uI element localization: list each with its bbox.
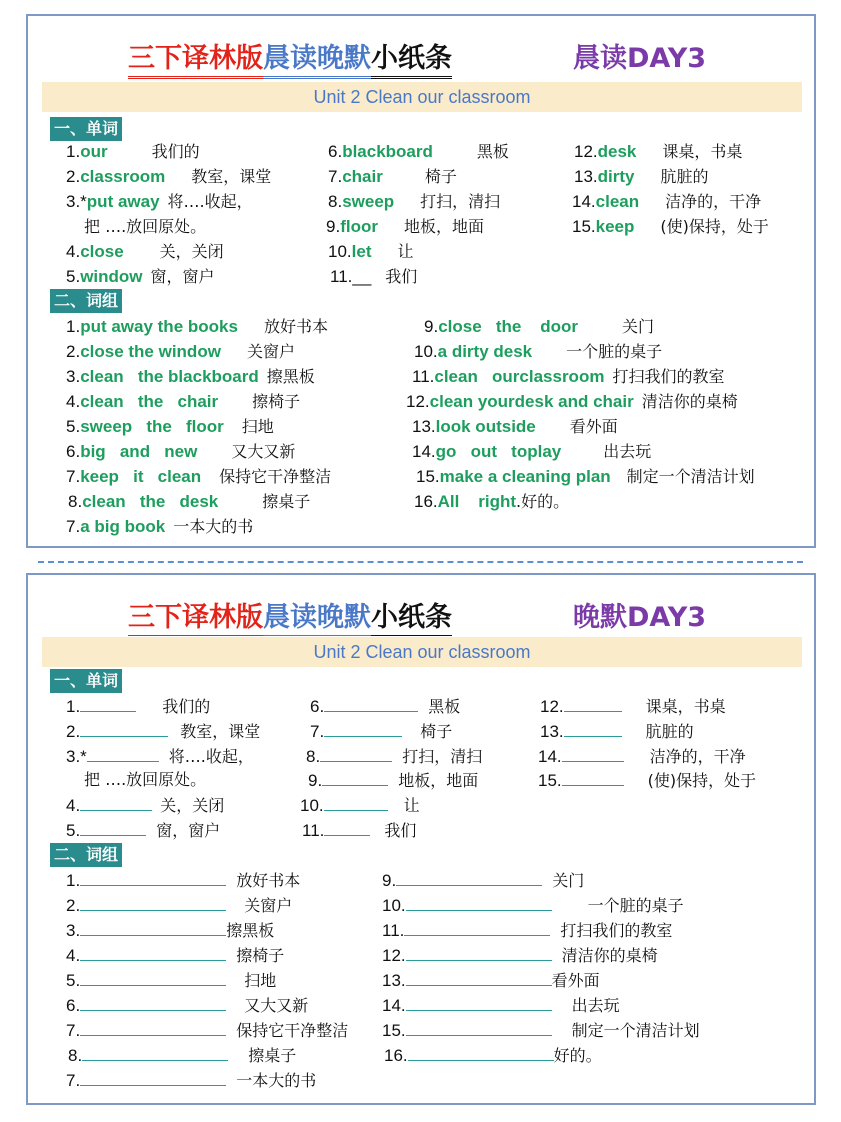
phrase-number: 15.: [416, 467, 440, 486]
card-header: [28, 595, 814, 635]
answer-blank[interactable]: [324, 720, 402, 737]
word-number: 13.: [574, 167, 598, 186]
word-item: [310, 720, 452, 743]
dashed-divider: [38, 561, 803, 563]
phrase-english: go out toplay: [435, 442, 562, 461]
phrase-number: 9.: [424, 317, 439, 336]
phrase-item: [382, 1019, 700, 1042]
word-item: [66, 266, 215, 288]
phrase-item: [68, 491, 310, 513]
word-item: [572, 191, 761, 213]
phrase-number: 2.: [66, 896, 81, 915]
word-number: 4.: [66, 796, 81, 815]
phrase-number: 10.: [382, 896, 406, 915]
word-english: dirty: [597, 167, 635, 186]
phrase-number: 16.: [414, 492, 438, 511]
phrase-number: 4.: [66, 946, 81, 965]
day-label: 晚默DAY3: [573, 602, 707, 633]
answer-blank[interactable]: [80, 819, 146, 836]
word-number: 12.: [574, 142, 598, 161]
phrase-number: 8.: [68, 1046, 83, 1065]
word-number: 3.*: [66, 747, 87, 766]
word-item-continued: [84, 216, 206, 238]
phrase-item: [382, 994, 620, 1017]
phrase-item: [412, 416, 618, 438]
phrase-item: [66, 869, 300, 892]
phrase-english: a dirty desk: [437, 342, 533, 361]
answer-blank[interactable]: [324, 695, 418, 712]
phrase-number: 6.: [66, 996, 81, 1015]
answer-blank[interactable]: [322, 769, 388, 786]
phrase-number: 14.: [382, 996, 406, 1015]
phrase-chinese: 扫地: [241, 417, 274, 436]
phrase-english: All right: [437, 492, 517, 511]
phrase-number: 2.: [66, 342, 81, 361]
phrase-item: [66, 466, 331, 488]
word-item: [66, 241, 224, 263]
word-chinese: 黑板: [476, 142, 509, 161]
word-item: [306, 745, 482, 768]
phrase-english: look outside: [435, 417, 536, 436]
phrase-item: [416, 466, 755, 488]
phrase-item: [66, 969, 276, 992]
word-english: window: [80, 267, 143, 286]
phrase-item: [406, 391, 738, 413]
phrase-chinese: 一本大的书: [173, 517, 254, 536]
word-chinese: 让: [397, 242, 414, 261]
phrase-item: [414, 491, 569, 513]
word-number: 6.: [328, 142, 343, 161]
answer-blank[interactable]: [80, 969, 226, 986]
phrase-number: 12.: [406, 392, 430, 411]
phrase-chinese: 看外面: [551, 971, 600, 990]
day-label: 晨读DAY3: [573, 43, 707, 74]
phrase-english: big and new: [80, 442, 198, 461]
phrase-english: a big book: [80, 517, 166, 536]
word-item: [538, 769, 756, 792]
word-item: [328, 141, 509, 163]
word-chinese: 将….收起，: [168, 747, 254, 766]
phrase-chinese: 关门: [622, 317, 655, 336]
phrase-chinese: 出去玩: [603, 442, 652, 461]
phrase-item: [66, 1019, 348, 1042]
word-number: 8.: [306, 747, 321, 766]
phrase-chinese: 好的。: [553, 1046, 602, 1065]
phrase-chinese: 制定一个清洁计划: [571, 1021, 700, 1040]
phrase-item: [382, 969, 600, 992]
word-number: 15.: [538, 771, 562, 790]
word-number: 12.: [540, 697, 564, 716]
phrase-chinese: 打扫我们的教室: [612, 367, 725, 386]
phrase-english: clean the chair: [80, 392, 219, 411]
word-number: 10.: [300, 796, 324, 815]
phrase-english: keep it clean: [80, 467, 202, 486]
phrase-english: clean the blackboard: [80, 367, 259, 386]
section-words-label: 一、单词: [50, 117, 122, 141]
phrase-chinese: 看外面: [569, 417, 618, 436]
answer-blank[interactable]: [396, 869, 542, 886]
word-number: 11.: [330, 267, 353, 286]
phrase-chinese: 一个脏的桌子: [566, 342, 663, 361]
word-chinese: 窗，窗户: [156, 821, 221, 840]
phrase-number: 8.: [68, 492, 83, 511]
phrase-number: 13.: [412, 417, 436, 436]
word-number: 3.*: [66, 192, 87, 211]
phrase-english: sweep the floor: [80, 417, 224, 436]
word-chinese: 黑板: [428, 697, 461, 716]
answer-blank[interactable]: [408, 1044, 554, 1061]
word-chinese: 我们的: [151, 142, 200, 161]
phrase-chinese: .好的。: [516, 492, 570, 511]
word-chinese: 将….收起，: [167, 192, 253, 211]
phrase-chinese: 清洁你的桌椅: [561, 946, 658, 965]
answer-blank[interactable]: [80, 1019, 226, 1036]
phrase-item: [382, 944, 658, 967]
answer-blank[interactable]: [562, 769, 624, 786]
phrase-english: make a cleaning plan: [439, 467, 611, 486]
word-number: 14.: [538, 747, 562, 766]
word-english: floor: [340, 217, 378, 236]
answer-blank[interactable]: [82, 1044, 228, 1061]
answer-blank[interactable]: [320, 745, 392, 762]
word-chinese: 肮脏的: [645, 722, 694, 741]
word-item: [66, 819, 220, 842]
word-item: [66, 695, 210, 718]
phrase-chinese: 擦桌子: [248, 1046, 297, 1065]
phrase-chinese: 擦黑板: [266, 367, 315, 386]
word-chinese: 关，关闭: [159, 242, 224, 261]
phrase-number: 7.: [66, 1021, 81, 1040]
word-item: [538, 745, 746, 768]
word-item: [66, 745, 254, 768]
answer-blank[interactable]: [80, 919, 226, 936]
word-item: [572, 216, 769, 238]
phrase-item: [66, 391, 300, 413]
phrase-item: [382, 869, 584, 892]
word-english: desk: [597, 142, 637, 161]
phrase-number: 16.: [384, 1046, 408, 1065]
phrase-number: 12.: [382, 946, 406, 965]
word-item-continued: [84, 769, 206, 791]
phrase-chinese: 擦椅子: [236, 946, 285, 965]
word-number: 2.: [66, 167, 81, 186]
phrase-chinese: 关窗户: [244, 896, 293, 915]
word-english: sweep: [342, 192, 395, 211]
word-number: 7.: [328, 167, 343, 186]
word-chinese: 把 ….放回原处。: [84, 217, 207, 236]
phrase-chinese: 打扫我们的教室: [560, 921, 673, 940]
phrase-item: [66, 441, 295, 463]
phrase-number: 3.: [66, 921, 81, 940]
answer-blank[interactable]: [406, 894, 552, 911]
word-item: [328, 241, 414, 263]
morning-reading-card: [26, 14, 816, 548]
phrase-number: 1.: [66, 871, 81, 890]
evening-dictation-card: [26, 573, 816, 1105]
phrase-english: clean the desk: [82, 492, 219, 511]
phrase-chinese: 擦黑板: [226, 921, 275, 940]
word-english: put away: [86, 192, 160, 211]
word-chinese: 窗，窗户: [150, 267, 215, 286]
section-phrases-label: 二、词组: [50, 843, 122, 867]
phrase-number: 5.: [66, 417, 81, 436]
word-item: [574, 141, 742, 163]
phrase-item: [66, 944, 284, 967]
answer-blank[interactable]: [80, 695, 136, 712]
answer-blank[interactable]: [564, 695, 622, 712]
word-english: classroom: [80, 167, 166, 186]
word-chinese: 课桌，书桌: [662, 142, 743, 161]
phrase-number: 6.: [66, 442, 81, 461]
title-part-1: 三下译林版: [128, 595, 263, 638]
word-english: blackboard: [342, 142, 433, 161]
word-item: [540, 720, 694, 743]
word-chinese: 让: [403, 796, 420, 815]
phrase-number: 14.: [412, 442, 436, 461]
phrase-english: clean ourclassroom: [434, 367, 605, 386]
word-chinese: 我们: [385, 267, 418, 286]
section-words-label: 一、单词: [50, 669, 122, 693]
word-number: 9.: [326, 217, 341, 236]
phrase-chinese: 放好书本: [263, 317, 328, 336]
word-number: 11.: [302, 821, 325, 840]
word-number: 1.: [66, 142, 81, 161]
word-number: 2.: [66, 722, 81, 741]
phrase-chinese: 又大又新: [244, 996, 309, 1015]
word-blank: __: [352, 267, 372, 286]
phrase-item: [66, 416, 274, 438]
word-number: 4.: [66, 242, 81, 261]
phrase-number: 7.: [66, 1071, 81, 1090]
phrase-chinese: 出去玩: [571, 996, 620, 1015]
phrase-number: 11.: [412, 367, 435, 386]
word-item: [308, 769, 478, 792]
phrase-chinese: 保持它干净整洁: [236, 1021, 349, 1040]
phrase-chinese: 放好书本: [236, 871, 301, 890]
word-item: [66, 720, 260, 743]
phrase-chinese: 又大又新: [231, 442, 296, 461]
unit-title: Unit 2 Clean our classroom: [42, 637, 802, 667]
word-item: [328, 166, 457, 188]
phrase-chinese: 保持它干净整洁: [219, 467, 332, 486]
phrase-number: 15.: [382, 1021, 406, 1040]
word-item: [330, 266, 417, 288]
word-english: chair: [342, 167, 383, 186]
phrase-item: [412, 366, 724, 388]
phrase-number: 1.: [66, 317, 81, 336]
answer-blank[interactable]: [562, 745, 624, 762]
phrase-chinese: 扫地: [244, 971, 277, 990]
word-chinese: 教室，课堂: [191, 167, 272, 186]
word-chinese: 椅子: [424, 167, 457, 186]
word-number: 5.: [66, 821, 81, 840]
title-part-2: 晨读晚默: [263, 595, 371, 638]
word-chinese: 把 ….放回原处。: [84, 770, 207, 789]
answer-blank[interactable]: [564, 720, 622, 737]
section-phrases-label: 二、词组: [50, 289, 122, 313]
phrase-english: close the door: [438, 317, 578, 336]
answer-blank[interactable]: [80, 720, 168, 737]
phrase-item: [412, 441, 651, 463]
phrase-number: 7.: [66, 467, 81, 486]
title-part-2: 晨读晚默: [263, 36, 371, 79]
phrase-item: [66, 919, 274, 942]
word-item: [66, 191, 253, 213]
title-part-1: 三下译林版: [128, 36, 263, 79]
phrase-item: [66, 994, 308, 1017]
word-item: [310, 695, 460, 718]
word-number: 1.: [66, 697, 81, 716]
answer-blank[interactable]: [80, 894, 226, 911]
phrase-chinese: 一个脏的桌子: [587, 896, 684, 915]
word-chinese: 关，关闭: [160, 796, 225, 815]
word-item: [540, 695, 726, 718]
answer-blank[interactable]: [406, 969, 552, 986]
word-item: [66, 794, 224, 817]
title-part-3: 小纸条: [371, 595, 452, 638]
phrase-english: close the window: [80, 342, 221, 361]
phrase-english: put away the books: [80, 317, 238, 336]
phrase-english: clean yourdesk and chair: [429, 392, 634, 411]
word-english: close: [80, 242, 124, 261]
phrase-item: [66, 1069, 316, 1092]
word-number: 7.: [310, 722, 325, 741]
word-chinese: 打扫，清扫: [402, 747, 483, 766]
phrase-chinese: 一本大的书: [236, 1071, 317, 1090]
word-chinese: 课桌，书桌: [645, 697, 726, 716]
phrase-chinese: 擦椅子: [252, 392, 301, 411]
word-english: keep: [595, 217, 635, 236]
word-item: [326, 216, 484, 238]
phrase-item: [424, 316, 654, 338]
word-english: let: [351, 242, 372, 261]
word-chinese: 洁净的，干净: [665, 192, 762, 211]
title-part-3: 小纸条: [371, 36, 452, 79]
phrase-item: [382, 894, 684, 917]
phrase-number: 9.: [382, 871, 397, 890]
phrase-number: 5.: [66, 971, 81, 990]
answer-blank[interactable]: [324, 794, 388, 811]
word-chinese: 打扫，清扫: [420, 192, 501, 211]
answer-blank[interactable]: [80, 1069, 226, 1086]
phrase-chinese: 关门: [552, 871, 585, 890]
word-chinese: 椅子: [420, 722, 453, 741]
word-number: 8.: [328, 192, 343, 211]
phrase-chinese: 关窗户: [246, 342, 295, 361]
answer-blank[interactable]: [404, 919, 550, 936]
phrase-item: [66, 894, 292, 917]
word-number: 5.: [66, 267, 81, 286]
word-chinese: 我们: [384, 821, 417, 840]
phrase-number: 13.: [382, 971, 406, 990]
word-item: [66, 166, 271, 188]
answer-blank[interactable]: [80, 869, 226, 886]
answer-blank[interactable]: [80, 994, 226, 1011]
word-item: [574, 166, 709, 188]
word-chinese: 地板，地面: [403, 217, 484, 236]
phrase-item: [68, 1044, 296, 1067]
phrase-chinese: 制定一个清洁计划: [626, 467, 755, 486]
phrase-number: 10.: [414, 342, 438, 361]
page-title: [128, 36, 452, 79]
phrase-item: [66, 341, 295, 363]
page-title: [128, 595, 452, 638]
phrase-number: 4.: [66, 392, 81, 411]
word-number: 15.: [572, 217, 596, 236]
answer-blank[interactable]: [406, 994, 552, 1011]
word-english: clean: [595, 192, 640, 211]
unit-title: Unit 2 Clean our classroom: [42, 82, 802, 112]
word-chinese: 地板，地面: [398, 771, 479, 790]
word-chinese: 教室，课堂: [180, 722, 261, 741]
answer-blank[interactable]: [406, 944, 552, 961]
phrase-item: [66, 516, 253, 538]
phrase-number: 7.: [66, 517, 81, 536]
word-english: our: [80, 142, 108, 161]
word-chinese: (使)保持，处于: [647, 771, 757, 790]
word-chinese: 肮脏的: [660, 167, 709, 186]
word-item: [302, 819, 416, 842]
answer-blank[interactable]: [80, 794, 152, 811]
word-number: 13.: [540, 722, 564, 741]
phrase-chinese: 擦桌子: [262, 492, 311, 511]
phrase-chinese: 清洁你的桌椅: [641, 392, 738, 411]
word-number: 6.: [310, 697, 325, 716]
word-number: 9.: [308, 771, 323, 790]
phrase-item: [66, 366, 315, 388]
word-chinese: 我们的: [162, 697, 211, 716]
phrase-number: 3.: [66, 367, 81, 386]
phrase-item: [414, 341, 662, 363]
word-number: 14.: [572, 192, 596, 211]
word-item: [328, 191, 500, 213]
phrase-item: [382, 919, 672, 942]
phrase-number: 11.: [382, 921, 405, 940]
answer-blank[interactable]: [80, 944, 226, 961]
answer-blank[interactable]: [87, 745, 159, 762]
answer-blank[interactable]: [324, 819, 370, 836]
word-chinese: (使)保持，处于: [660, 217, 769, 236]
word-item: [300, 794, 420, 817]
phrase-item: [384, 1044, 602, 1067]
phrase-item: [66, 316, 328, 338]
word-number: 10.: [328, 242, 352, 261]
word-item: [66, 141, 200, 163]
word-chinese: 洁净的，干净: [649, 747, 746, 766]
card-header: [28, 36, 814, 76]
answer-blank[interactable]: [406, 1019, 552, 1036]
